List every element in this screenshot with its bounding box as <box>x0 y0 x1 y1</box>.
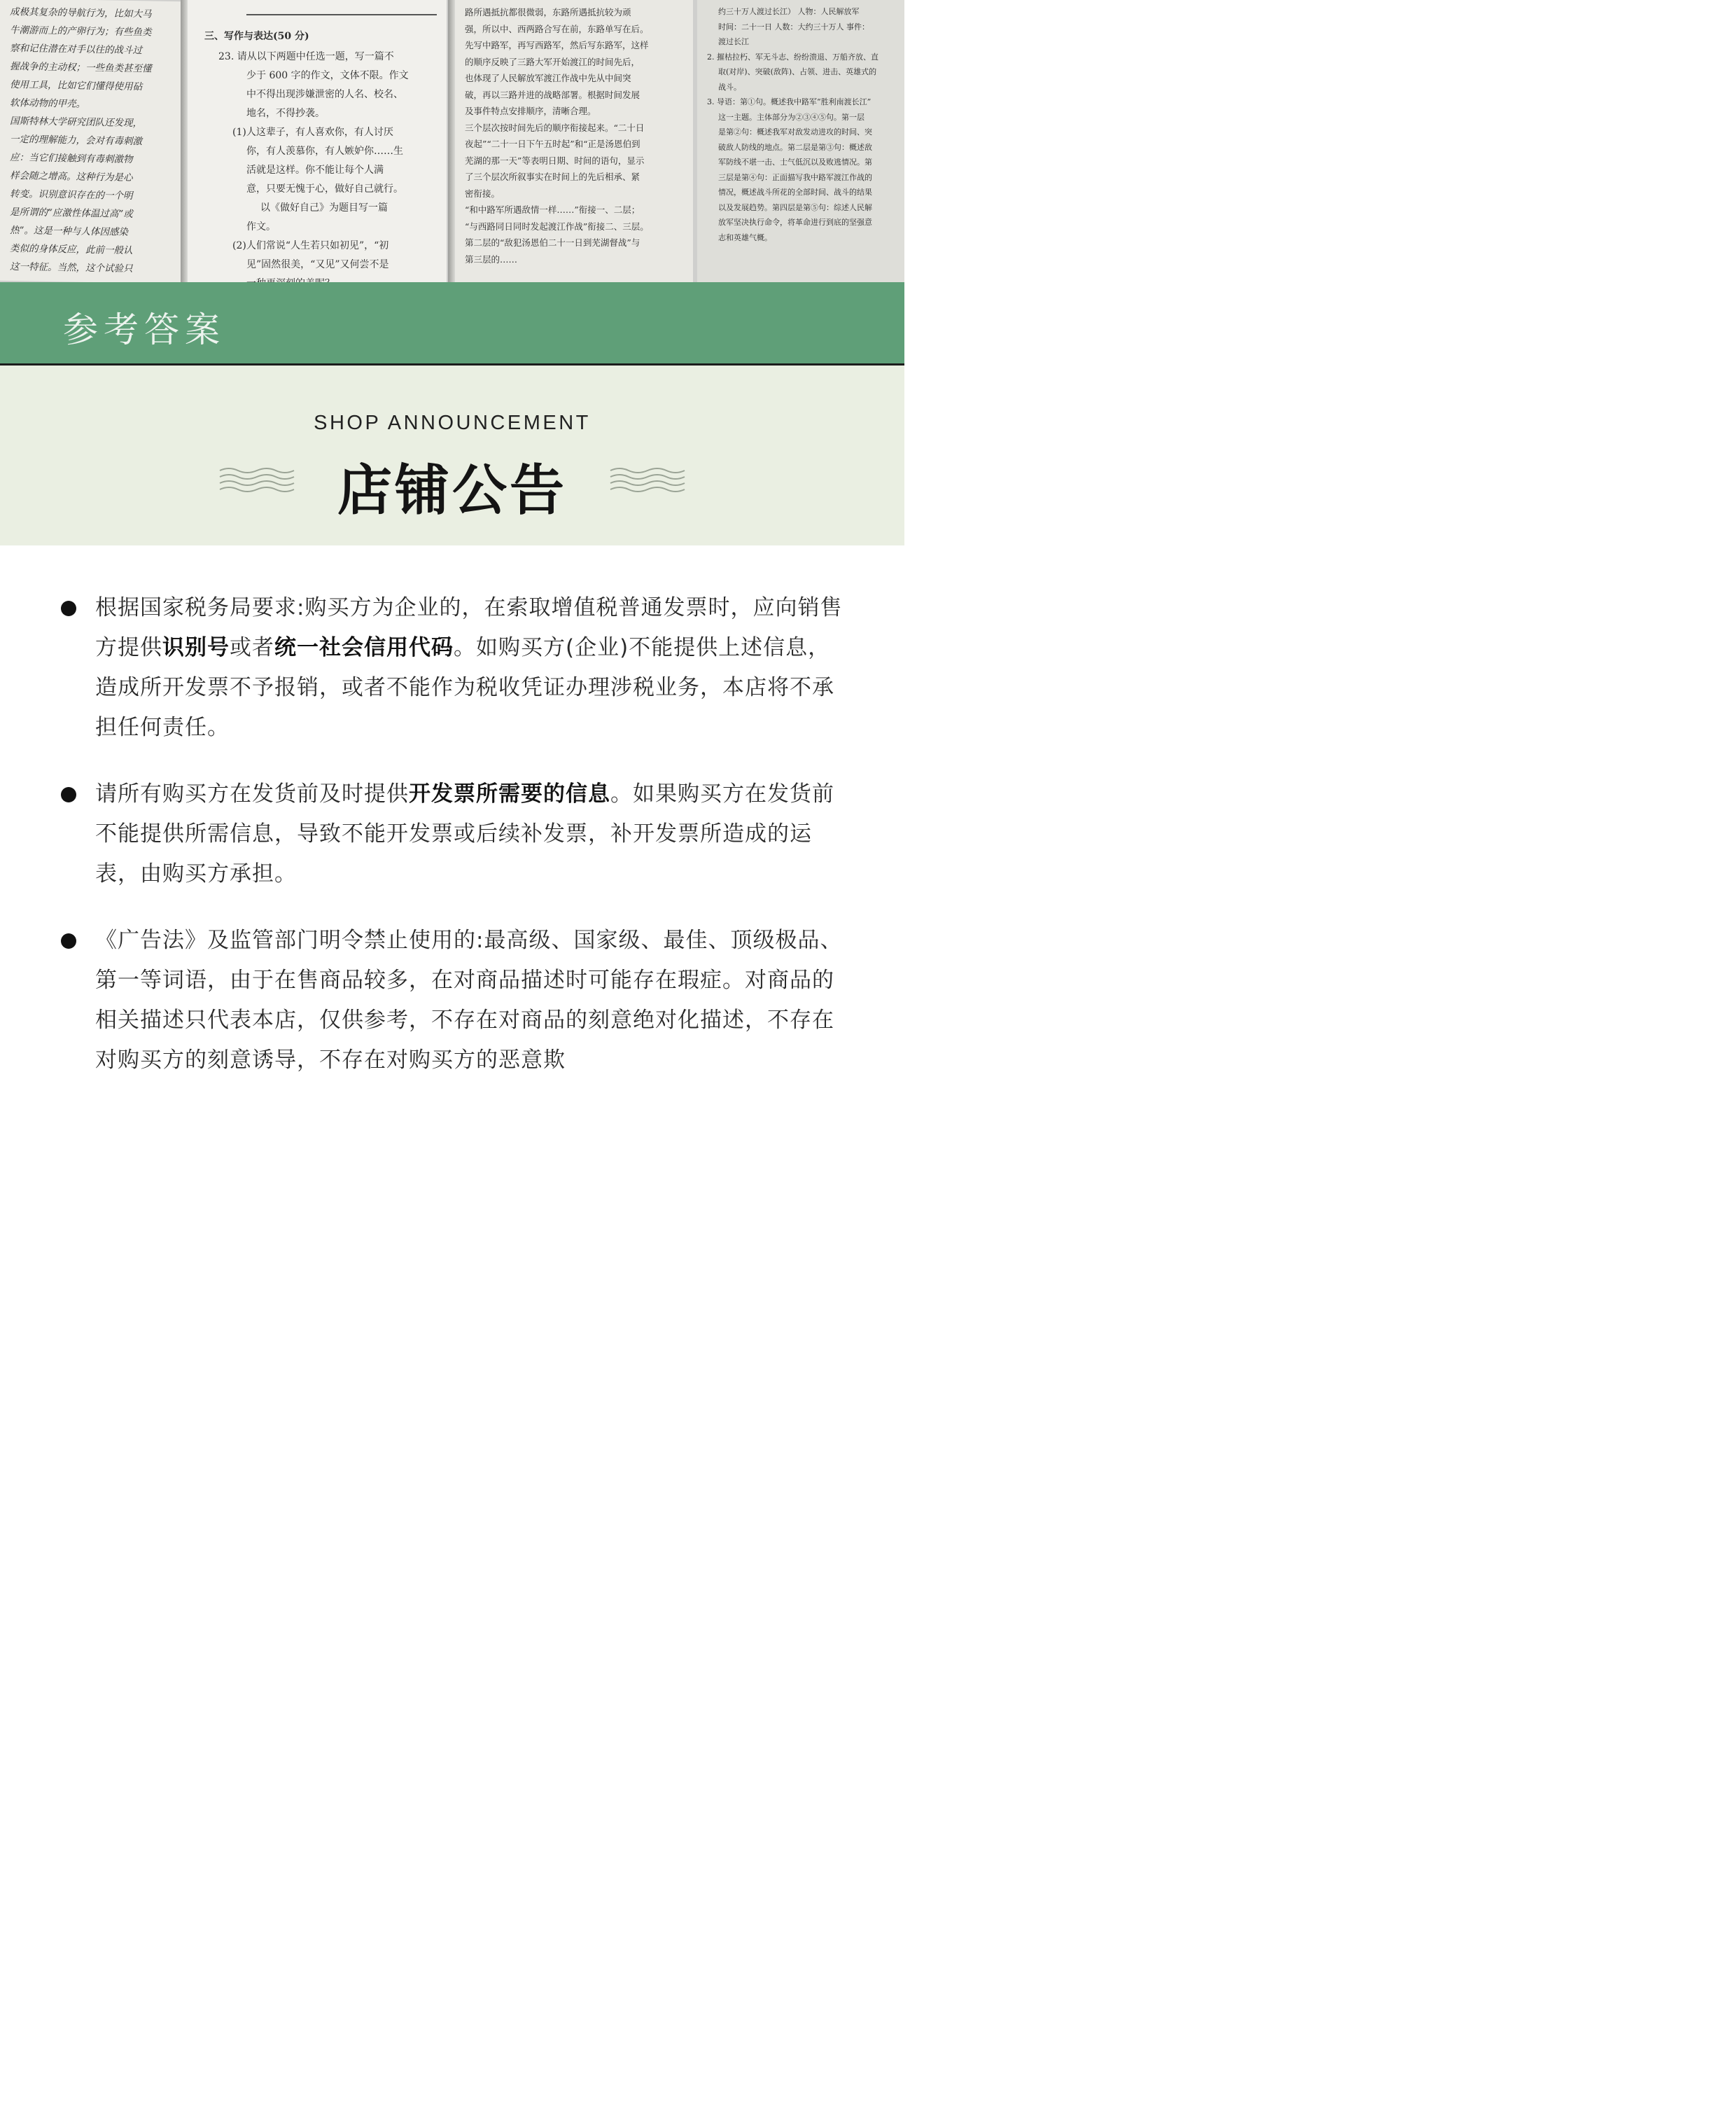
booklet-text-line: 时间：二十一日 人数：大约三十万人 事件： <box>718 22 869 32</box>
booklet-text-line: 是第②句：概述我军对敌发动进攻的时间、突 <box>718 127 872 137</box>
page-gutter <box>448 0 455 282</box>
booklet-text-line: 成极其复杂的导航行为，比如大马 <box>10 6 152 20</box>
announcement-title: 店铺公告 <box>337 459 567 522</box>
booklet-text-line: 作文。 <box>246 221 276 232</box>
booklet-page-left <box>0 0 183 284</box>
section-divider <box>246 14 437 15</box>
page-gutter <box>181 0 188 282</box>
booklet-text-line: 三个层次按时间先后的顺序衔接起来。“二十日 <box>465 122 645 133</box>
booklet-text-line: 夜起”“二十一日下午五时起”和“正是汤恩伯到 <box>465 139 640 149</box>
bullet-icon <box>61 601 76 616</box>
booklet-text-line: 破，再以三路并进的战略部署。根据时间发展 <box>465 89 640 100</box>
booklet-text-line: 三层是第④句：正面描写我中路军渡江作战的 <box>718 172 872 182</box>
notice-text <box>95 774 851 894</box>
notice-text-part: 。如果购买方在发货前不能提供所需信息，导致不能开发票或后续补发票，补开发票所造成的运表，由购买方承担。 <box>95 781 834 886</box>
booklet-text-line: 军防线不堪一击、士气低沉以及败逃情况。第 <box>718 158 872 167</box>
booklet-text-line: 见”固然很美，“又见”又何尝不是 <box>246 259 389 270</box>
bullet-icon <box>61 933 76 949</box>
notice-item <box>0 921 904 1080</box>
booklet-text-line: 情况，概述战斗所花的全部时间、战斗的结果 <box>718 188 872 197</box>
booklet-text-line: 放军坚决执行命令，将革命进行到底的坚强意 <box>718 218 872 227</box>
booklet-text-line: 志和英雄气概。 <box>718 232 772 242</box>
booklet-text-line: 破敌人防线的地点。第二层是第③句：概述敌 <box>718 142 872 152</box>
shop-announcement-header <box>0 366 904 545</box>
notice-emphasis: 开发票所需要的信息 <box>409 781 610 807</box>
booklet-text-line: 路所遇抵抗都很微弱，东路所遇抵抗较为顽 <box>465 7 631 18</box>
booklet-text-line: 活就是这样。你不能让每个人满 <box>246 165 384 176</box>
answer-booklet-photo <box>0 0 904 282</box>
booklet-text-line: 应：当它们接触到有毒刺激物 <box>10 151 133 166</box>
booklet-text-line: 使用工具，比如它们懂得使用砧 <box>10 78 142 93</box>
wave-ornament-right-icon <box>609 465 686 493</box>
booklet-text-line: 类似的身体反应，此前一般认 <box>10 242 133 257</box>
booklet-text-line: 意，只要无愧于心，做好自己就行。 <box>246 183 403 195</box>
notice-emphasis: 统一社会信用代码 <box>274 635 454 660</box>
booklet-text-line: 软体动物的甲壳。 <box>10 97 85 110</box>
booklet-text-line: 是所谓的“应激性体温过高”或 <box>10 206 133 221</box>
booklet-text-line: 少于 600 字的作文，文体不限。作文 <box>246 70 409 81</box>
booklet-text-line: 察和记住潜在对手以往的战斗过 <box>10 42 142 57</box>
booklet-text-line: 握战争的主动权；一些鱼类甚至懂 <box>10 60 152 75</box>
booklet-text-line: 以及发展趋势。第四层是第⑤句：综述人民解 <box>718 202 872 212</box>
booklet-text-line: 23. 请从以下两题中任选一题，写一篇不 <box>218 51 394 62</box>
booklet-text-line: 先写中路军，再写西路军，然后写东路军，这样 <box>465 40 649 50</box>
banner-title: 参考答案 <box>63 309 225 350</box>
reference-answer-banner <box>0 282 904 363</box>
booklet-text-line: 3. 导语：第①句。概述我中路军“胜利南渡长江” <box>707 97 872 106</box>
booklet-page-answers <box>697 0 904 282</box>
notice-text-part: 《广告法》及监管部门明令禁止使用的:最高级、国家级、最佳、顶级极品、第一等词语，由于在售商品较多，在对商品描述时可能存在瑕症。对商品的相关描述只代表本店，仅供参考，不存在对商品的刻意绝对化描述，不存在对购买方的刻意诱导，不存在对购买方的恶意欺 <box>95 928 843 1073</box>
booklet-page-writing-section <box>188 0 447 282</box>
booklet-text-line: 约三十万人渡过长江） 人物：人民解放军 <box>718 7 860 16</box>
booklet-text-line: 了三个层次所叙事实在时间上的先后相承、紧 <box>465 172 640 182</box>
notice-item <box>0 588 904 748</box>
booklet-text-line: 你，有人羡慕你，有人嫉妒你……生 <box>246 146 403 157</box>
booklet-text-line: 芜湖的那一天”等表明日期、时间的语句，显示 <box>465 155 645 166</box>
booklet-text-line: 样会随之增高。这种行为是心 <box>10 169 133 184</box>
notice-item <box>0 774 904 894</box>
booklet-text-line: 及事件特点安排顺序，清晰合理。 <box>465 106 596 116</box>
notice-text-part: 。如购买方(企业)不能提供上述信息，造成所开发票不予报销，或者不能作为税收凭证办理涉税业务，本店将不承担任何责任。 <box>95 635 834 740</box>
booklet-text-line: 国斯特林大学研究团队还发现， <box>10 115 142 130</box>
booklet-text-line: 热”。这是一种与人体因感染 <box>10 224 128 238</box>
booklet-text-line: 强，所以中、西两路合写在前，东路单写在后。 <box>465 23 649 34</box>
booklet-text-line: 转变。识别意识存在的一个明 <box>10 188 133 202</box>
notice-emphasis: 识别号 <box>162 635 230 660</box>
booklet-text-line: 牛潮游而上的产卵行为；有些鱼类 <box>10 24 152 39</box>
booklet-text-line: 的顺序反映了三路大军开始渡江的时间先后， <box>465 56 640 67</box>
notice-text <box>95 588 851 748</box>
booklet-text-line: 以《做好自己》为题目写一篇 <box>260 202 388 214</box>
announcement-subtitle: SHOP ANNOUNCEMENT <box>314 412 591 434</box>
booklet-text-line: 战斗。 <box>718 82 741 92</box>
booklet-text-line: 也体现了人民解放军渡江作战中先从中间突 <box>465 73 631 83</box>
booklet-text-line: 2. 摧枯拉朽、军无斗志、纷纷溃退、万船齐放、直 <box>707 52 878 62</box>
booklet-text-line: “和中路军所遇敌情一样……”衔接一、二层； <box>465 204 640 215</box>
bullet-icon <box>61 787 76 802</box>
notice-text-part: 根据国家税务局要求:购买方为企业的，在索取增值税普通发票时，应向销售方提供 <box>95 595 843 660</box>
booklet-text-line: 取(对岸)、突破(敌阵)、占领、进击、英雄式的 <box>718 67 877 76</box>
section-heading: 三、写作与表达(50 分) <box>204 31 309 42</box>
booklet-text-line: 第三层的…… <box>465 253 518 265</box>
booklet-page-analysis <box>455 0 693 282</box>
notice-text <box>95 921 851 1080</box>
booklet-text-line: “与西路同日同时发起渡江作战”衔接二、三层。 <box>465 221 649 232</box>
notice-text-part: 或者 <box>230 635 274 660</box>
booklet-text-line: (1)人这辈子，有人喜欢你，有人讨厌 <box>232 127 393 138</box>
booklet-text-line: 渡过长江 <box>718 37 749 46</box>
booklet-text-line: (2)人们常说“人生若只如初见”，“初 <box>232 240 389 251</box>
booklet-text-line: 这一特征。当然，这个试验只 <box>10 260 133 275</box>
booklet-text-line: 第二层的“敌犯汤恩伯二十一日到芜湖督战”与 <box>465 237 640 248</box>
notice-list <box>0 588 904 1107</box>
booklet-text-line: 这一主题。主体部分为②③④⑤句。第一层 <box>718 112 864 122</box>
notice-text-part: 请所有购买方在发货前及时提供 <box>95 781 409 807</box>
booklet-text-line: 中不得出现涉嫌泄密的人名、校名、 <box>246 89 403 100</box>
booklet-text-line: 一定的理解能力，会对有毒刺激 <box>10 133 142 148</box>
booklet-text-line: 密衔接。 <box>465 188 500 199</box>
booklet-text-line: 地名，不得抄袭。 <box>246 108 325 119</box>
